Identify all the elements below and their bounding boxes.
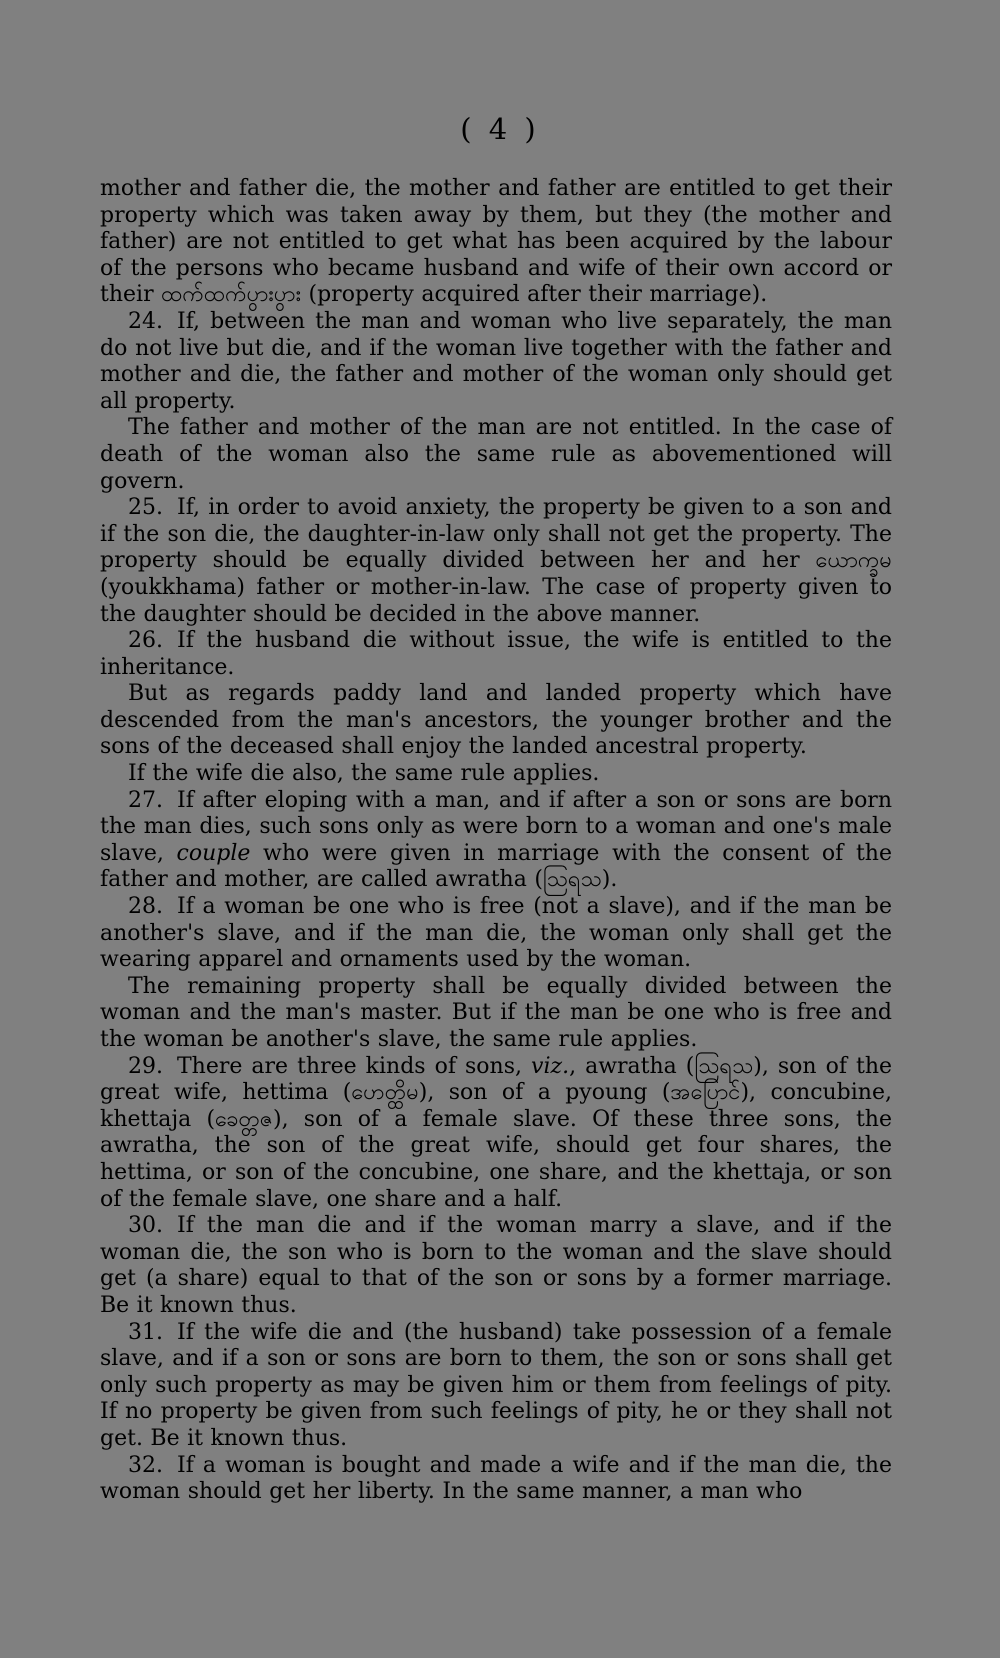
- paragraph-30: [100, 1213, 892, 1319]
- paragraph-text: If the wife die and (the husband) take possession of a female slave, and if a son or sons are born to them, the son or sons shall get only such property as may be given him or them from feelings of pity. If no property be given from such feelings of pity, he or they shall not get. Be it known thus.: [100, 1319, 892, 1451]
- paragraph-0: [100, 176, 892, 309]
- paragraph-25: [100, 495, 892, 628]
- paragraph-number: 30.: [128, 1213, 163, 1239]
- paragraph-26-cont-b: [100, 761, 892, 788]
- paragraph-text: The father and mother of the man are not entitled. In the case of death of the woman also the same rule as abovementioned will govern.: [100, 415, 892, 494]
- paragraph-26-cont-a: [100, 681, 892, 761]
- paragraph-31: [100, 1320, 892, 1453]
- paragraph-number: 28.: [128, 894, 163, 920]
- paragraph-number: 24.: [128, 308, 163, 334]
- paragraph-number: 31.: [128, 1319, 163, 1345]
- page-number: ( 4 ): [460, 112, 540, 146]
- paragraph-number: 32.: [128, 1452, 163, 1478]
- paragraph-text: If the man die and if the woman marry a slave, and if the woman die, the son who is born to the woman and the slave should get (a share) equal to that of the son or sons by a former marriage. Be it known thus.: [100, 1213, 892, 1318]
- paragraph-number: 27.: [128, 787, 163, 813]
- emphasis: couple: [176, 840, 251, 866]
- paragraph-text: If a woman be one who is free (not a slave), and if the man be another's slave, and if the man die, the woman only shall get the wearing apparel and ornaments used by the woman.: [100, 894, 892, 973]
- paragraph-text: But as regards paddy land and landed property which have descended from the man's ancestors, the younger brother and the sons of the deceased shall enjoy the landed ancestral property.: [100, 681, 892, 760]
- paragraph-text: If, in order to avoid anxiety, the property be given to a son and if the son die, the daughter-in-law only shall not get the property. The property should be equally divided between her and her ယောက္ခမ (youkkhama) father or mother-in-law. The case of property given to the daughter should be decided in the above manner.: [100, 495, 892, 627]
- paragraph-text: If the husband die without issue, the wife is entitled to the inheritance.: [100, 628, 892, 680]
- paragraph-number: 25.: [128, 495, 163, 521]
- paragraph-27: [100, 788, 892, 894]
- paragraph-28: [100, 894, 892, 974]
- paragraph-text: There are three kinds of sons,: [177, 1053, 532, 1079]
- emphasis: viz.: [531, 1053, 570, 1079]
- paragraph-text: If after eloping with a man, and if after a son or sons are born the man dies, such sons only as were born to a woman and one's male slave,: [100, 787, 892, 866]
- paragraph-24-cont: [100, 415, 892, 495]
- paragraph-28-cont: [100, 974, 892, 1054]
- paragraph-26: [100, 628, 892, 681]
- paragraph-text: The remaining property shall be equally divided between the woman and the man's master. But if the man be one who is free and the woman be another's slave, the same rule applies.: [100, 973, 892, 1052]
- paragraph-text: If the wife die also, the same rule applies.: [128, 761, 600, 787]
- paragraph-0-text: mother and father die, the mother and father are entitled to get their property which was taken away by them, but they (the mother and father) are not entitled to get what has been acquired by the labour of the persons who became husband and wife of their own accord or their ထက်ထက်ပွားပွား (property acquired after their marriage).: [100, 176, 892, 308]
- paragraph-number: 26.: [128, 628, 163, 654]
- paragraph-text: , awratha (ဩရသ), son of the great wife, hettima (ဟေတ္ထိမ), son of a pyoung (အပြောင်), concubine, khettaja (ခေတ္တဇ), son of a female slave. Of these three sons, the awratha, the son of the great wife, should get four shares, the hettima, or son of the concubine, one share, and the khettaja, or son of the female slave, one share and a half.: [100, 1053, 893, 1212]
- document-body: [100, 176, 892, 1506]
- paragraph-24: [100, 309, 892, 415]
- paragraph-text: If a woman is bought and made a wife and if the man die, the woman should get her liberty. In the same manner, a man who: [100, 1452, 892, 1505]
- paragraph-32: [100, 1453, 892, 1506]
- paragraph-number: 29.: [128, 1053, 163, 1079]
- paragraph-text: If, between the man and woman who live separately, the man do not live but die, and if the woman live together with the father and mother and die, the father and mother of the woman only should get all property.: [100, 308, 892, 414]
- paragraph-text: who were given in marriage with the consent of the father and mother, are called awratha (ဩရသ).: [100, 840, 892, 893]
- paragraph-29: [100, 1054, 892, 1214]
